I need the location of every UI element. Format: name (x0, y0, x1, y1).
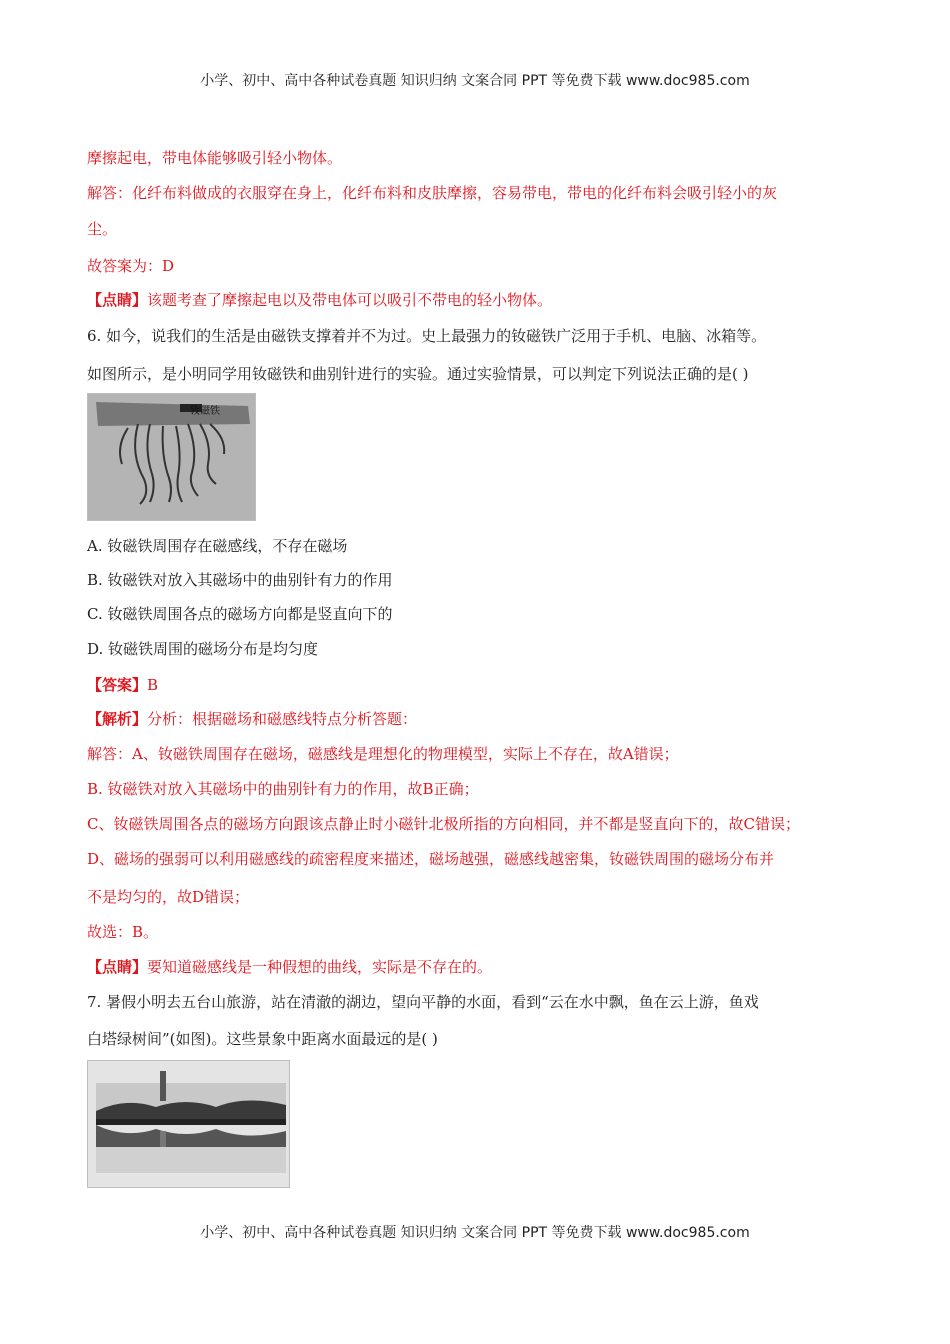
q6-analysis (87, 709, 417, 729)
q6-solution-line: B. 钕磁铁对放入其磁场中的曲别针有力的作用，故B正确； (87, 780, 479, 798)
q6-solution-line: 故选：B。 (87, 923, 159, 941)
q6-comment (87, 957, 492, 977)
q5-final-answer: 故答案为：D (87, 257, 175, 275)
answer-tag: 【答案】 (87, 676, 148, 694)
q7-stem-line2: 白塔绿树间”(如图)。这些景象中距离水面最远的是( ) (87, 1030, 438, 1048)
comment-text: 该题考查了摩擦起电以及带电体可以吸引不带电的轻小物体。 (147, 291, 553, 309)
q6-solution-line: C、钕磁铁周围各点的磁场方向跟该点静止时小磁针北极所指的方向相同，并不都是竖直向下的，故C错误； (87, 815, 800, 833)
q7-stem-line1: 7. 暑假小明去五台山旅游，站在清澈的湖边，望向平静的水面，看到“云在水中飘，鱼在云上游，鱼戏 (87, 993, 759, 1011)
q6-option-c: C. 钕磁铁周围各点的磁场方向都是竖直向下的 (87, 605, 393, 623)
comment-text: 要知道磁感线是一种假想的曲线，实际是不存在的。 (147, 958, 493, 976)
q6-option-b: B. 钕磁铁对放入其磁场中的曲别针有力的作用 (87, 571, 393, 589)
q5-comment (87, 290, 552, 310)
magnet-photo (87, 393, 256, 521)
q6-solution-line: D、磁场的强弱可以利用磁感线的疏密程度来描述，磁场越强，磁感线越密集，钕磁铁周围的磁场分布并 (87, 850, 775, 868)
q5-solution-line1: 解答：化纤布料做成的衣服穿在身上，化纤布料和皮肤摩擦，容易带电，带电的化纤布料会吸引轻小的灰 (87, 184, 778, 202)
lake-photo-graphic (88, 1061, 289, 1187)
comment-tag: 【点睛】 (87, 291, 148, 309)
q6-stem-line2: 如图所示，是小明同学用钕磁铁和曲别针进行的实验。通过实验情景，可以判定下列说法正确的是( ) (87, 365, 749, 383)
analysis-tag: 【解析】 (87, 710, 148, 728)
q6-solution-line: 解答：A、钕磁铁周围存在磁场，磁感线是理想化的物理模型，实际上不存在，故A错误； (87, 745, 679, 763)
q6-answer (87, 675, 158, 695)
q6-option-d: D. 钕磁铁周围的磁场分布是均匀度 (87, 640, 319, 658)
q5-analysis-tail: 摩擦起电，带电体能够吸引轻小物体。 (87, 149, 343, 167)
q5-solution-line2: 尘。 (87, 220, 118, 238)
analysis-text: 分析：根据磁场和磁感线特点分析答题： (147, 710, 418, 728)
page-footer: 小学、初中、高中各种试卷真题 知识归纳 文案合同 PPT 等免费下载 www.doc985.com (200, 1225, 750, 1241)
magnet-photo-graphic (88, 394, 255, 520)
answer-value: B (147, 676, 159, 694)
page-header: 小学、初中、高中各种试卷真题 知识归纳 文案合同 PPT 等免费下载 www.doc985.com (200, 73, 750, 89)
magnet-photo-label: 钕磁铁 (190, 406, 220, 417)
q6-solution-line: 不是均匀的，故D错误； (87, 888, 250, 906)
comment-tag: 【点睛】 (87, 958, 148, 976)
lake-photo (87, 1060, 290, 1188)
q6-stem-line1: 6. 如今，说我们的生活是由磁铁支撑着并不为过。史上最强力的钕磁铁广泛用于手机、电脑、冰箱等。 (87, 327, 767, 345)
q6-option-a: A. 钕磁铁周围存在磁感线，不存在磁场 (87, 537, 348, 555)
